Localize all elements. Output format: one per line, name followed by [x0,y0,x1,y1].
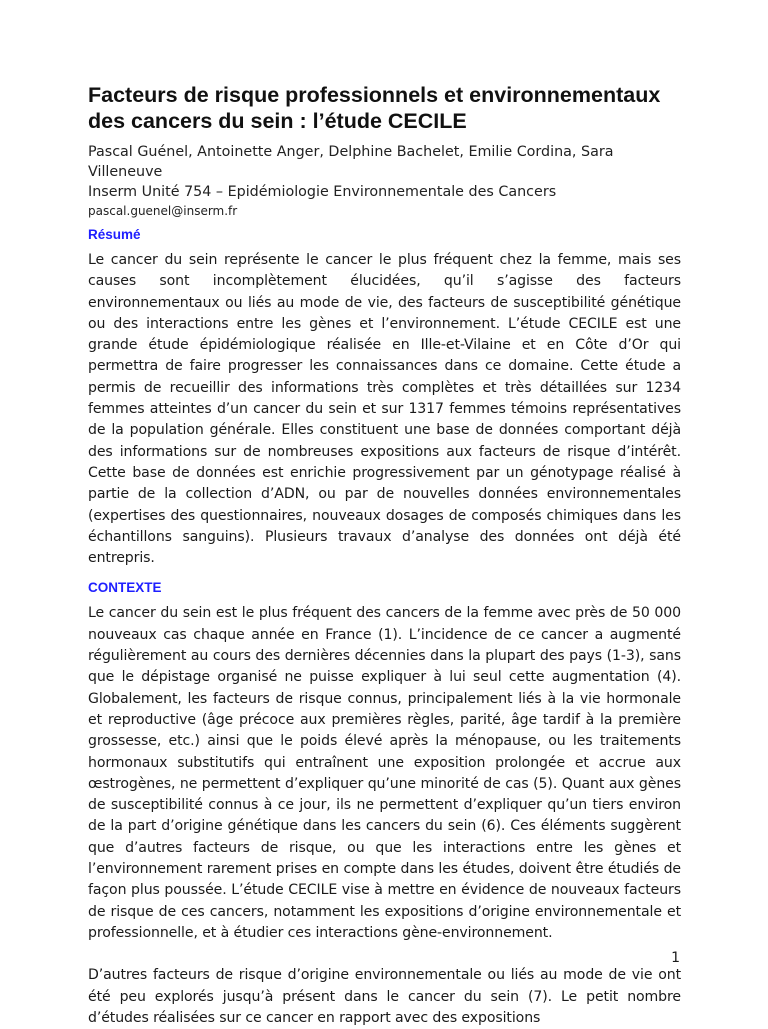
section-heading-contexte: CONTEXTE [88,580,162,596]
document-page [88,82,681,1029]
email-link[interactable]: pascal.guenel@inserm.fr [88,204,238,218]
document-title: Facteurs de risque professionnels et environnementaux des cancers du sein : l’étude CECILE [88,83,661,133]
context-paragraph-1: Le cancer du sein est le plus fréquent des cancers de la femme avec près de 50 000 nouveaux cas chaque année en France (1). L’incidence de ce cancer a augmenté régulièrement au cours des dernières décennies dans la plupart des pays (1-3), sans que le dépistage organisé ne puisse expliquer à lui seul cette augmentation (4). Globalement, les facteurs de risque connus, principalement liés à la vie hormonale et reproductive (âge précoce aux premières règles, parité, âge tardif à la première grossesse, etc.) ainsi que le poids élevé après la ménopause, ou les traitements hormonaux substitutifs qui entraînent une exposition prolongée et accrue aux œstrogènes, ne permettent d’expliquer qu’une minorité de cas (5). Quant aux gènes de susceptibilité connus à ce jour, ils ne permettent d’expliquer qu’un tiers environ de la part d’origine génétique dans les cancers du sein (6). Ces éléments suggèrent que d’autres facteurs de risque, ou que les interactions entre les gènes et l’environnement rarement prises en compte dans les études, doivent être étudiés de façon plus poussée. L’étude CECILE vise à mettre en évidence de nouveaux facteurs de risque de ces cancers, notamment les expositions d’origine environnementale et professionnelle, et à étudier ces interactions gène-environnement. [88,605,681,941]
abstract-paragraph: Le cancer du sein représente le cancer le plus fréquent chez la femme, mais ses causes sont incomplètement élucidées, qu’il s’agisse des facteurs environnementaux ou liés au mode de vie, des facteurs de susceptibilité génétique ou des interactions entre les gènes et l’environnement. L’étude CECILE est une grande étude épidémiologique réalisée en Ille-et-Vilaine et en Côte d’Or qui permettra de faire progresser les connaissances dans ce domaine. Cette étude a permis de recueillir des informations très complètes et très détaillées sur 1234 femmes atteintes d’un cancer du sein et sur 1317 femmes témoins représentatives de la population générale. Elles constituent une base de données comportant déjà des informations sur de nombreuses expositions aux facteurs de risque d’intérêt. Cette base de données est enrichie progressivement par un génotypage réalisé à partie de la collection d’ADN, ou par de nouvelles données environnementales (expertises des questionnaires, nouveaux dosages de composés chimiques dans les échantillons sanguins). Plusieurs travaux d’analyse des données ont déjà été entrepris. [88,252,681,567]
page-number: 1 [671,950,680,966]
authors: Pascal Guénel, Antoinette Anger, Delphine Bachelet, Emilie Cordina, Sara Villeneuve [88,144,614,180]
affiliation: Inserm Unité 754 – Epidémiologie Environnementale des Cancers [88,184,557,200]
context-paragraph-2: D’autres facteurs de risque d’origine environnementale ou liés au mode de vie ont été peu explorés jusqu’à présent dans le cancer du sein (7). Le petit nombre d’études réalisées sur ce cancer en rapport avec des expositions [88,967,681,1026]
section-heading-resume: Résumé [88,227,141,242]
